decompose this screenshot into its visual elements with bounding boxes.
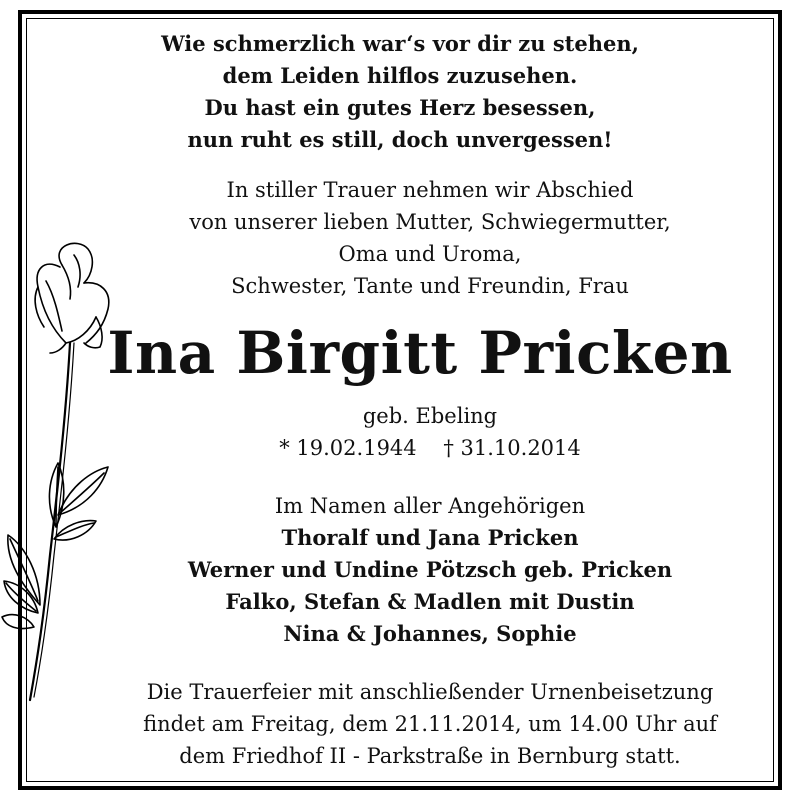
maiden-name: geb. Ebeling <box>362 404 498 428</box>
intro-line-2: von unserer lieben Mutter, Schwiegermutter, <box>189 210 671 234</box>
poem-line-1: Wie schmerzlich war‘s vor dir zu stehen, <box>161 31 639 56</box>
funeral-info-line-2: findet am Freitag, dem 21.11.2014, um 14.00 Uhr auf <box>143 712 717 736</box>
deceased-name: Ina Birgitt Pricken <box>107 319 733 387</box>
intro-line-4: Schwester, Tante und Freundin, Frau <box>231 274 629 298</box>
funeral-info-line-3: dem Friedhof II - Parkstraße in Bernburg statt. <box>179 744 681 768</box>
mourner-line-2: Werner und Undine Pötzsch geb. Pricken <box>187 557 673 582</box>
mourners-intro: Im Namen aller Angehörigen <box>274 494 586 518</box>
poem-line-2: dem Leiden hilflos zuzusehen. <box>222 63 578 88</box>
poem-line-3: Du hast ein gutes Herz besessen, <box>204 95 596 120</box>
life-dates: * 19.02.1944 † 31.10.2014 <box>279 436 581 460</box>
intro-line-3: Oma und Uroma, <box>338 242 522 266</box>
funeral-info-line-1: Die Trauerfeier mit anschließender Urnenbeisetzung <box>146 680 714 704</box>
mourner-line-3: Falko, Stefan & Madlen mit Dustin <box>225 589 635 614</box>
mourner-line-1: Thoralf und Jana Pricken <box>281 525 579 550</box>
mourner-line-4: Nina & Johannes, Sophie <box>283 621 577 646</box>
intro-line-1: In stiller Trauer nehmen wir Abschied <box>226 178 634 202</box>
poem-line-4: nun ruht es still, doch unvergessen! <box>187 127 613 152</box>
